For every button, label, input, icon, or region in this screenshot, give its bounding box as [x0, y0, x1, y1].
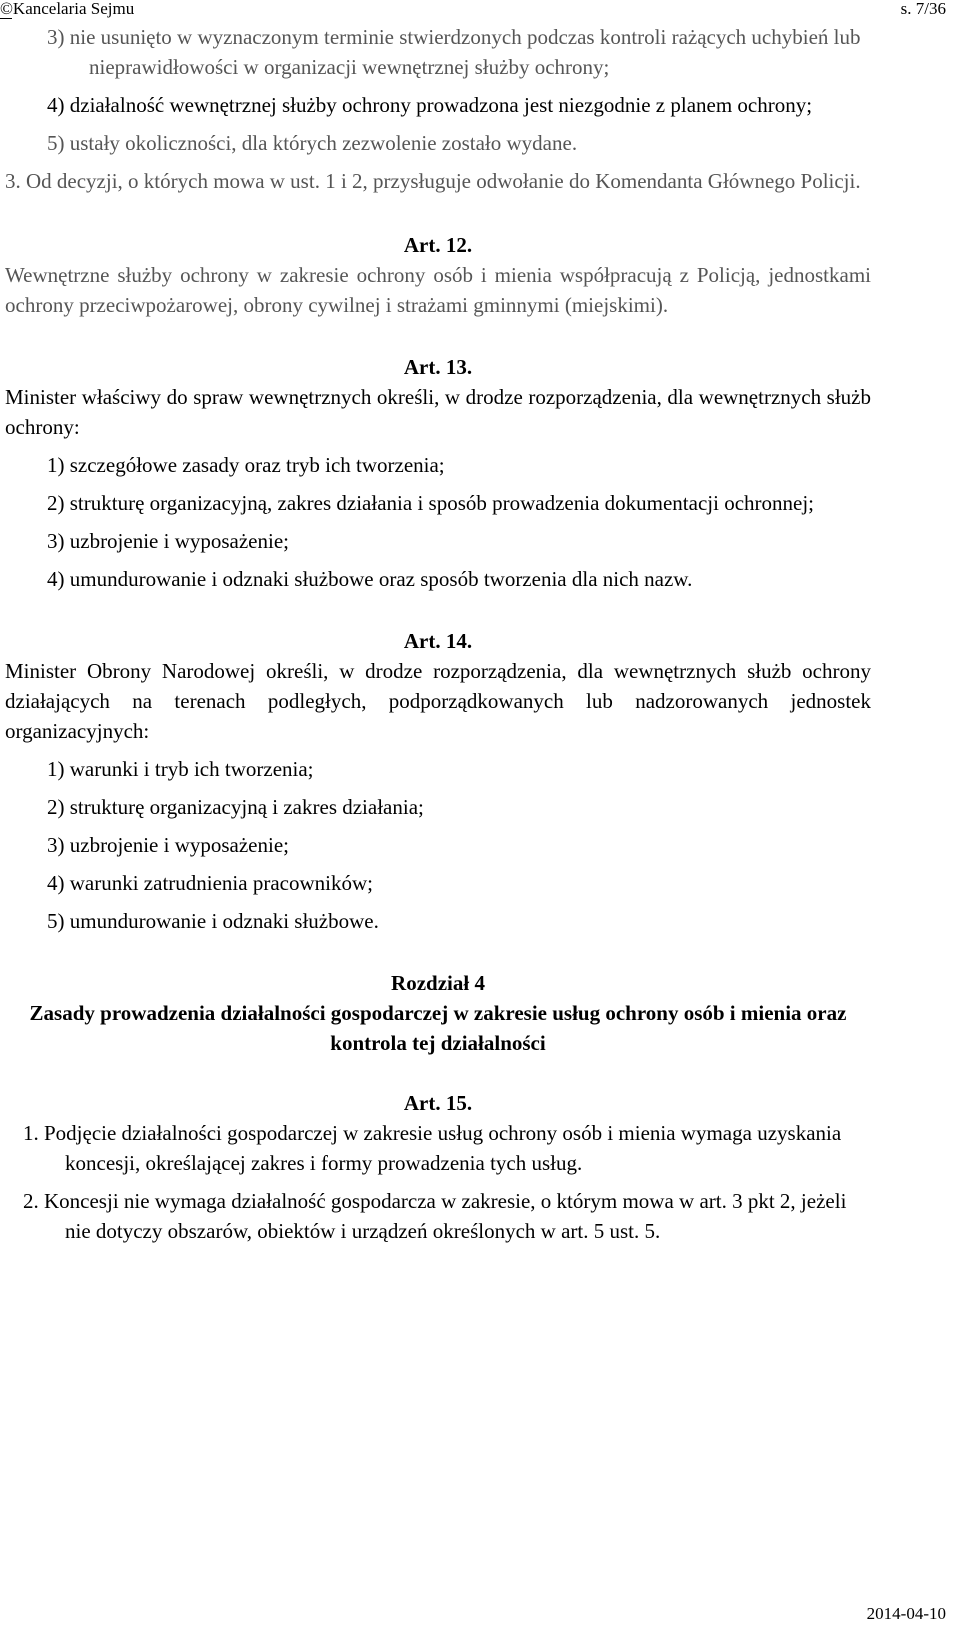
list-item: 5) ustały okoliczności, dla których zezwolenie zostało wydane. [47, 131, 578, 155]
article-13-intro: Minister właściwy do spraw wewnętrznych określi, w drodze rozporządzenia, dla wewnętrznych służb ochrony: [5, 385, 871, 439]
list-item: 3) uzbrojenie i wyposażenie; [47, 529, 289, 553]
document-body [5, 22, 871, 1254]
list-item: 4) działalność wewnętrznej służby ochrony prowadzona jest niezgodnie z planem ochrony; [47, 93, 813, 117]
list-item: 2) strukturę organizacyjną i zakres działania; [47, 795, 424, 819]
list-item: 3) nie usunięto w wyznaczonym terminie stwierdzonych podczas kontroli rażących uchybień lub nieprawidłowości w organizacji wewnętrznej służby ochrony; [47, 25, 861, 79]
article-13-heading: Art. 13. [403, 355, 473, 379]
article-12-heading: Art. 12. [403, 233, 473, 257]
list-item: 4) warunki zatrudnienia pracowników; [47, 871, 373, 895]
article-14-intro: Minister Obrony Narodowej określi, w drodze rozporządzenia, dla wewnętrznych służb ochrony działających na terenach podległych, podporządkowanych lub nadzorowanych jednostek organizacyjnych: [5, 659, 871, 743]
publisher-header: ©Kancelaria Sejmu [0, 0, 135, 18]
chapter-title: Zasady prowadzenia działalności gospodarczej w zakresie usług ochrony osób i mienia oraz kontrola tej działalności [29, 1001, 847, 1055]
chapter-label: Rozdział 4 [391, 971, 485, 995]
article-15-point-1: 1. Podjęcie działalności gospodarczej w zakresie usług ochrony osób i mienia wymaga uzyskania koncesji, określającej zakres i formy prowadzenia tych usług. [23, 1121, 842, 1175]
list-item: 1) warunki i tryb ich tworzenia; [47, 757, 314, 781]
point-3: 3. Od decyzji, o których mowa w ust. 1 i 2, przysługuje odwołanie do Komendanta Głównego Policji. [5, 169, 861, 193]
footer-date: 2014-04-10 [866, 1604, 946, 1623]
article-14-heading: Art. 14. [403, 629, 473, 653]
article-12-text: Wewnętrzne służby ochrony w zakresie ochrony osób i mienia współpracują z Policją, jednostkami ochrony przeciwpożarowej, obrony cywilnej i strażami gminnymi (miejskimi). [5, 263, 871, 317]
page-number: s. 7/36 [900, 0, 946, 18]
list-item: 1) szczegółowe zasady oraz tryb ich tworzenia; [47, 453, 445, 477]
article-15-point-2: 2. Koncesji nie wymaga działalność gospodarcza w zakresie, o którym mowa w art. 3 pkt 2, jeżeli nie dotyczy obszarów, obiektów i urządzeń określonych w art. 5 ust. 5. [23, 1189, 847, 1243]
header-underline [0, 18, 12, 19]
list-item: 2) strukturę organizacyjną, zakres działania i sposób prowadzenia dokumentacji ochronnej; [47, 491, 815, 515]
list-item: 4) umundurowanie i odznaki służbowe oraz sposób tworzenia dla nich nazw. [47, 567, 693, 591]
article-15-heading: Art. 15. [403, 1091, 473, 1115]
list-item: 5) umundurowanie i odznaki służbowe. [47, 909, 379, 933]
list-item: 3) uzbrojenie i wyposażenie; [47, 833, 289, 857]
